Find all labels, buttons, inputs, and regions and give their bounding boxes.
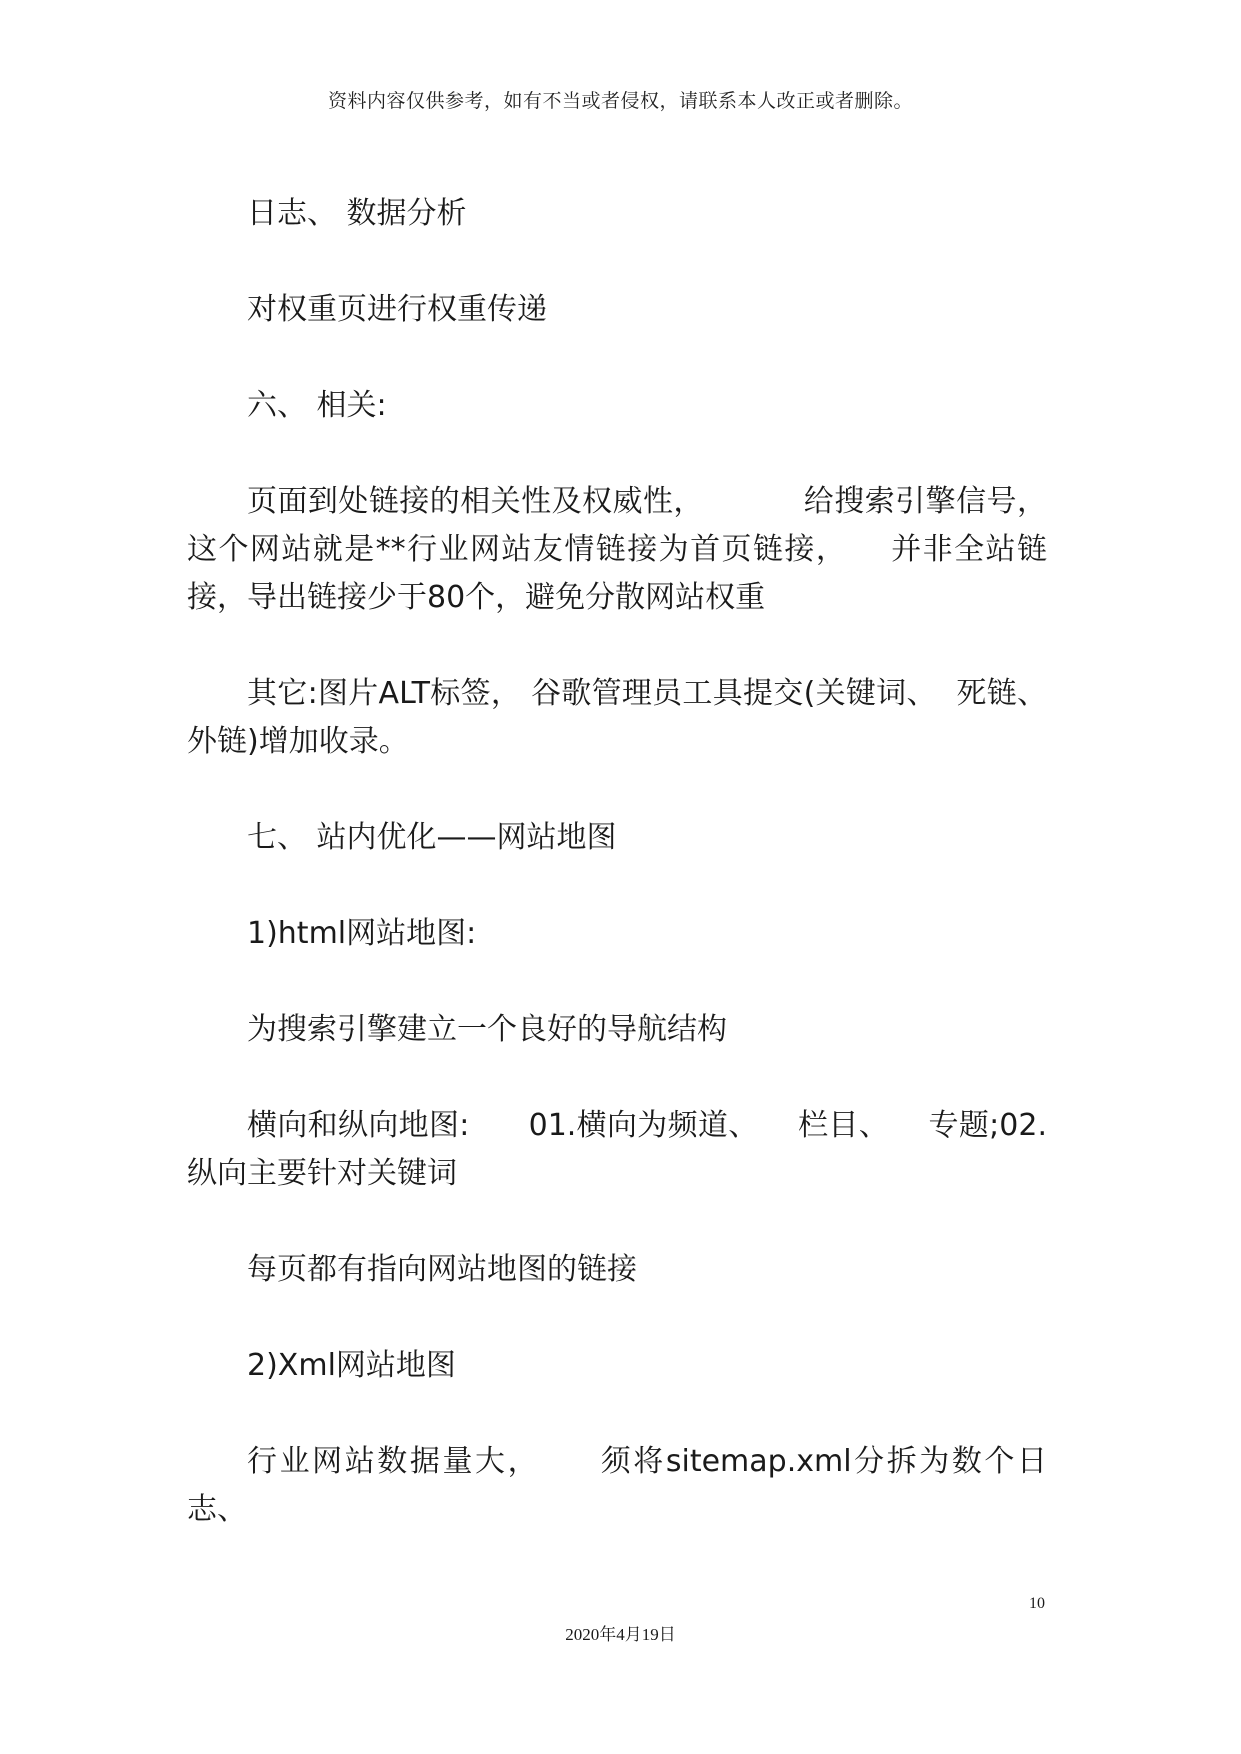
- paragraph-link-relevance: 页面到处链接的相关性及权威性， 给搜索引擎信号，这个网站就是**行业网站友情链接为首页链接， 并非全站链接，导出链接少于80个，避免分散网站权重: [187, 484, 1047, 615]
- page-number: 10: [1029, 1595, 1045, 1612]
- subheading-html-sitemap: 1)html网站地图:: [247, 916, 477, 951]
- footer-date: 2020年4月19日: [565, 1625, 676, 1644]
- paragraph-log-analysis: 日志、 数据分析: [247, 196, 467, 231]
- paragraph-horizontal-vertical-map: 横向和纵向地图: 01.横向为频道、 栏目、 专题;02.纵向主要针对关键词: [187, 1108, 1047, 1191]
- header-note: 资料内容仅供参考，如有不当或者侵权，请联系本人改正或者删除。: [327, 90, 913, 112]
- section-heading-sitemap: 七、 站内优化——网站地图: [247, 820, 617, 855]
- paragraph-other: 其它:图片ALT标签， 谷歌管理员工具提交(关键词、 死链、外链)增加收录。: [187, 676, 1047, 759]
- paragraph-split-sitemap: 行业网站数据量大， 须将sitemap.xml分拆为数个日志、: [187, 1444, 1047, 1527]
- section-heading-relevance: 六、 相关:: [247, 388, 387, 423]
- paragraph-navigation-structure: 为搜索引擎建立一个良好的导航结构: [247, 1012, 727, 1047]
- document-body: [187, 190, 1047, 1582]
- paragraph-weight-transfer: 对权重页进行权重传递: [247, 292, 547, 327]
- subheading-xml-sitemap: 2)Xml网站地图: [247, 1348, 456, 1383]
- paragraph-sitemap-link: 每页都有指向网站地图的链接: [247, 1252, 637, 1287]
